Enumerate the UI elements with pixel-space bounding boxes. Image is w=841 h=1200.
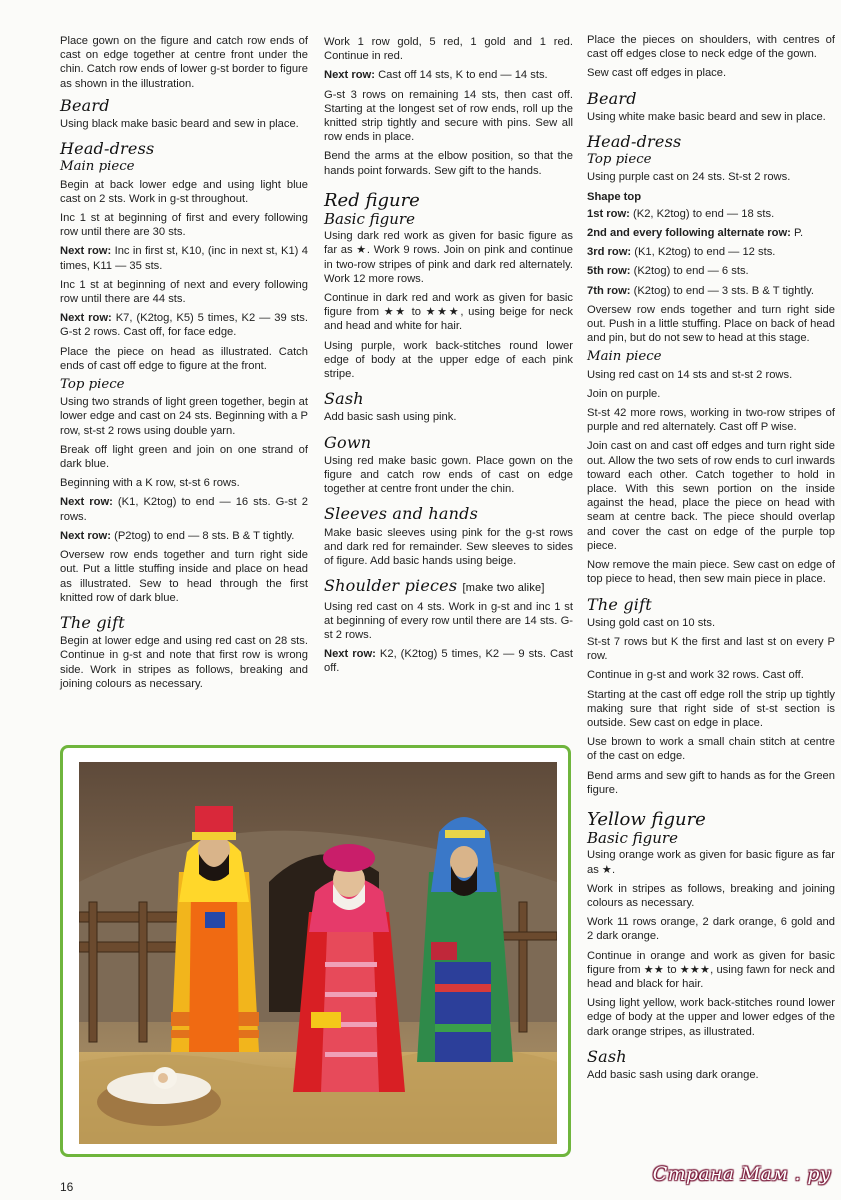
paragraph: Make basic sleeves using pink for the g-st rows and dark red for remainder. Sew sleeves to sides of figure. Add basic hands using beige.: [324, 526, 573, 568]
section-heading-text: Shoulder pieces: [324, 576, 458, 596]
paragraph: Using red cast on 4 sts. Work in g-st and inc 1 st at beginning of every row until there are 14 sts. G-st 2 rows.: [324, 600, 573, 641]
paragraph: Starting at the cast off edge roll the strip up tightly making sure that right side of st-st section is outside. Sew cast on edge in place.: [587, 688, 835, 729]
paragraph: St-st 7 rows but K the first and last st on every P row.: [587, 635, 835, 663]
paragraph: Continue in orange and work as given for basic figure from ★★ to ★★★, using fawn for neck and head and black for hair.: [587, 949, 835, 990]
instruction-row: [60, 529, 308, 543]
section-heading: Beard: [60, 95, 110, 115]
section-heading: Head-dress: [60, 139, 155, 159]
subsection-heading: Main piece: [60, 159, 135, 175]
instruction-row: [587, 284, 835, 298]
paragraph: Bend the arms at the elbow position, so that the hands point forwards. Sew gift to the hands.: [324, 150, 573, 177]
section-heading: The gift: [587, 594, 652, 614]
row-text: K2, (K2tog) 5 times, K2 — 9 sts. Cast off.: [324, 648, 573, 675]
site-watermark: Страна Мам . ру: [652, 1163, 831, 1185]
section-heading: Gown: [324, 432, 372, 452]
instruction-row: [587, 245, 835, 259]
paragraph: Using red cast on 14 sts and st-st 2 rows.: [587, 368, 793, 381]
column-right: [587, 33, 835, 1087]
paragraph: Break off light green and join on one strand of dark blue.: [60, 443, 308, 471]
section-heading-note: [make two alike]: [462, 582, 545, 595]
instruction-row: [587, 264, 835, 278]
row-label: 7th row:: [587, 284, 631, 297]
paragraph: Oversew row ends together and turn right side out. Put a little stuffing inside and place on head as illustrated. Sew to head through the first knitted row of dark blue.: [60, 549, 308, 604]
row-text: K7, (K2tog, K5) 5 times, K2 — 39 sts. G-st 2 rows. Cast off, for face edge.: [60, 312, 308, 339]
paragraph: Use brown to work a small chain stitch at centre of the cast on edge.: [587, 736, 835, 763]
paragraph: Using white make basic beard and sew in place.: [587, 110, 826, 123]
row-text: Inc in first st, K10, (inc in next st, K1) 4 times, K11 — 35 sts.: [60, 245, 308, 272]
section-heading: Head-dress: [587, 132, 682, 152]
row-label: 2nd and every following alternate row:: [587, 227, 791, 240]
paragraph: Using black make basic beard and sew in place.: [60, 118, 299, 131]
figure-heading: Red figure: [324, 189, 420, 211]
section-heading: Sleeves and hands: [324, 504, 478, 524]
paragraph: G-st 3 rows on remaining 14 sts, then cast off. Starting at the longest set of row ends, roll up the knitted strip tightly and secure with pins. Sew all row ends in place.: [324, 88, 573, 144]
paragraph: Bend arms and sew gift to hands as for the Green figure.: [587, 769, 835, 796]
page-number: 16: [60, 1180, 74, 1194]
paragraph: Place the pieces on shoulders, with centres of cast off edges close to neck edge of the gown.: [587, 34, 835, 61]
paragraph: Add basic sash using dark orange.: [587, 1068, 759, 1081]
row-label: Next row:: [324, 69, 375, 82]
figure-heading: Yellow figure: [587, 808, 706, 830]
section-heading: The gift: [60, 612, 125, 632]
row-text: (K1, K2tog) to end — 16 sts. G-st 2 rows.: [60, 496, 308, 523]
row-text: (K2, K2tog) to end — 18 sts.: [629, 207, 775, 220]
column-middle: [324, 35, 573, 681]
paragraph: Using light yellow, work back-stitches round lower edge of body at the upper and lower edges of the dark orange stripes, as illustrated.: [587, 997, 835, 1038]
instruction-row: [60, 495, 308, 523]
paragraph: Using gold cast on 10 sts.: [587, 616, 716, 629]
row-text: Cast off 14 sts, K to end — 14 sts.: [374, 69, 548, 82]
instruction-subheading: [587, 190, 835, 204]
section-heading: [324, 576, 573, 596]
paragraph: Inc 1 st at beginning of first and every following row until there are 30 sts.: [60, 212, 308, 239]
paragraph: Begin at lower edge and using red cast on 28 sts. Continue in g-st and note that first row is wrong side. Work in stripes as follows, breaking and joining colours as necessary.: [60, 635, 308, 690]
paragraph: Sew cast off edges in place.: [587, 67, 727, 80]
section-heading: Beard: [587, 88, 637, 108]
row-text: P.: [790, 227, 804, 240]
instruction-row: [60, 244, 308, 272]
row-text: (K2tog) to end — 6 sts.: [630, 265, 749, 278]
paragraph: Using orange work as given for basic figure as far as ★.: [587, 849, 835, 876]
row-text: (K1, K2tog) to end — 12 sts.: [631, 246, 776, 259]
instruction-row: [324, 68, 573, 82]
instruction-row: [324, 647, 573, 675]
paragraph: Inc 1 st at beginning of next and every following row until there are 44 sts.: [60, 278, 308, 306]
paragraph: Using purple, work back-stitches round lower edge of body at the upper edge of each pink stripe.: [324, 339, 573, 381]
row-label: Next row:: [60, 496, 113, 509]
instruction-row: [60, 311, 308, 339]
subsection-heading: Basic figure: [324, 210, 415, 229]
paragraph: Join on purple.: [587, 387, 661, 400]
paragraph: Using two strands of light green together, begin at lower edge and cast on 24 sts. Beginning with a P row, st-st 2 rows using double yarn.: [60, 396, 308, 437]
paragraph: Begin at back lower edge and using light blue cast on 2 sts. Work in g-st throughout.: [60, 178, 308, 205]
section-heading: Sash: [324, 389, 364, 409]
paragraph: Continue in g-st and work 32 rows. Cast off.: [587, 669, 804, 682]
paragraph: Add basic sash using pink.: [324, 411, 457, 424]
subsection-heading: Basic figure: [587, 829, 678, 848]
paragraph: Using red make basic gown. Place gown on the figure and catch row ends of cast on edge together at centre front under the chin.: [324, 454, 573, 496]
paragraph: Place the piece on head as illustrated. Catch ends of cast off edge to figure at the front.: [60, 345, 308, 372]
paragraph: Work 1 row gold, 5 red, 1 gold and 1 red. Continue in red.: [324, 36, 573, 63]
paragraph: St-st 42 more rows, working in two-row stripes of purple and red alternately. Cast off P wise.: [587, 407, 835, 434]
paragraph: Place gown on the figure and catch row ends of cast on edge together at centre front under the chin. Catch row ends of lower g-st border to figure as shown in the illustration.: [60, 35, 308, 90]
paragraph: Using purple cast on 24 sts. St-st 2 rows.: [587, 171, 791, 184]
paragraph: Oversew row ends together and turn right side out. Push in a little stuffing. Place on back of head and pin, but do not sew to head at this stage.: [587, 303, 835, 345]
paragraph: Beginning with a K row, st-st 6 rows.: [60, 477, 240, 490]
shape-top-label: Shape top: [587, 190, 642, 203]
row-text: (P2tog) to end — 8 sts. B & T tightly.: [110, 529, 295, 542]
row-label: Next row:: [60, 245, 112, 258]
row-label: 1st row:: [587, 207, 630, 220]
paragraph: Work 11 rows orange, 2 dark orange, 6 gold and 2 dark orange.: [587, 916, 835, 943]
column-left: [60, 34, 308, 696]
paragraph: Work in stripes as follows, breaking and joining colours as necessary.: [587, 882, 835, 909]
paragraph: Continue in dark red and work as given for basic figure from ★★ to ★★★, using beige for neck and head and white for hair.: [324, 292, 573, 333]
row-label: 5th row:: [587, 265, 631, 278]
subsection-heading: Top piece: [60, 377, 125, 393]
subsection-heading: Top piece: [587, 152, 652, 168]
row-label: Next row:: [324, 648, 376, 661]
paragraph: Join cast on and cast off edges and turn right side out. Allow the two sets of row ends to curl inwards toward each other. Catch together to hold in place. With this sewn portion on the inside against the head, place the piece on head with seam at centre back. The piece should overlap and cover the cast on edge of the purple top piece.: [587, 440, 835, 552]
subsection-heading: Main piece: [587, 349, 662, 365]
row-label: Next row:: [60, 529, 111, 542]
row-label: 3rd row:: [587, 246, 632, 259]
instruction-row: [587, 207, 835, 221]
nativity-photo: [79, 762, 557, 1144]
instruction-row: [587, 226, 835, 240]
paragraph: Now remove the main piece. Sew cast on edge of top piece to head, then sew main piece in place.: [587, 559, 835, 586]
paragraph: Using dark red work as given for basic figure as far as ★. Work 9 rows. Join on pink and continue in two-row stripes of pink and dark red alternately. Work 12 more rows.: [324, 230, 573, 285]
row-text: (K2tog) to end — 3 sts. B & T tightly.: [630, 284, 814, 297]
section-heading: Sash: [587, 1046, 627, 1066]
nativity-illustration: [79, 762, 557, 1144]
row-label: Next row:: [60, 312, 112, 325]
photo-frame: [60, 745, 571, 1157]
